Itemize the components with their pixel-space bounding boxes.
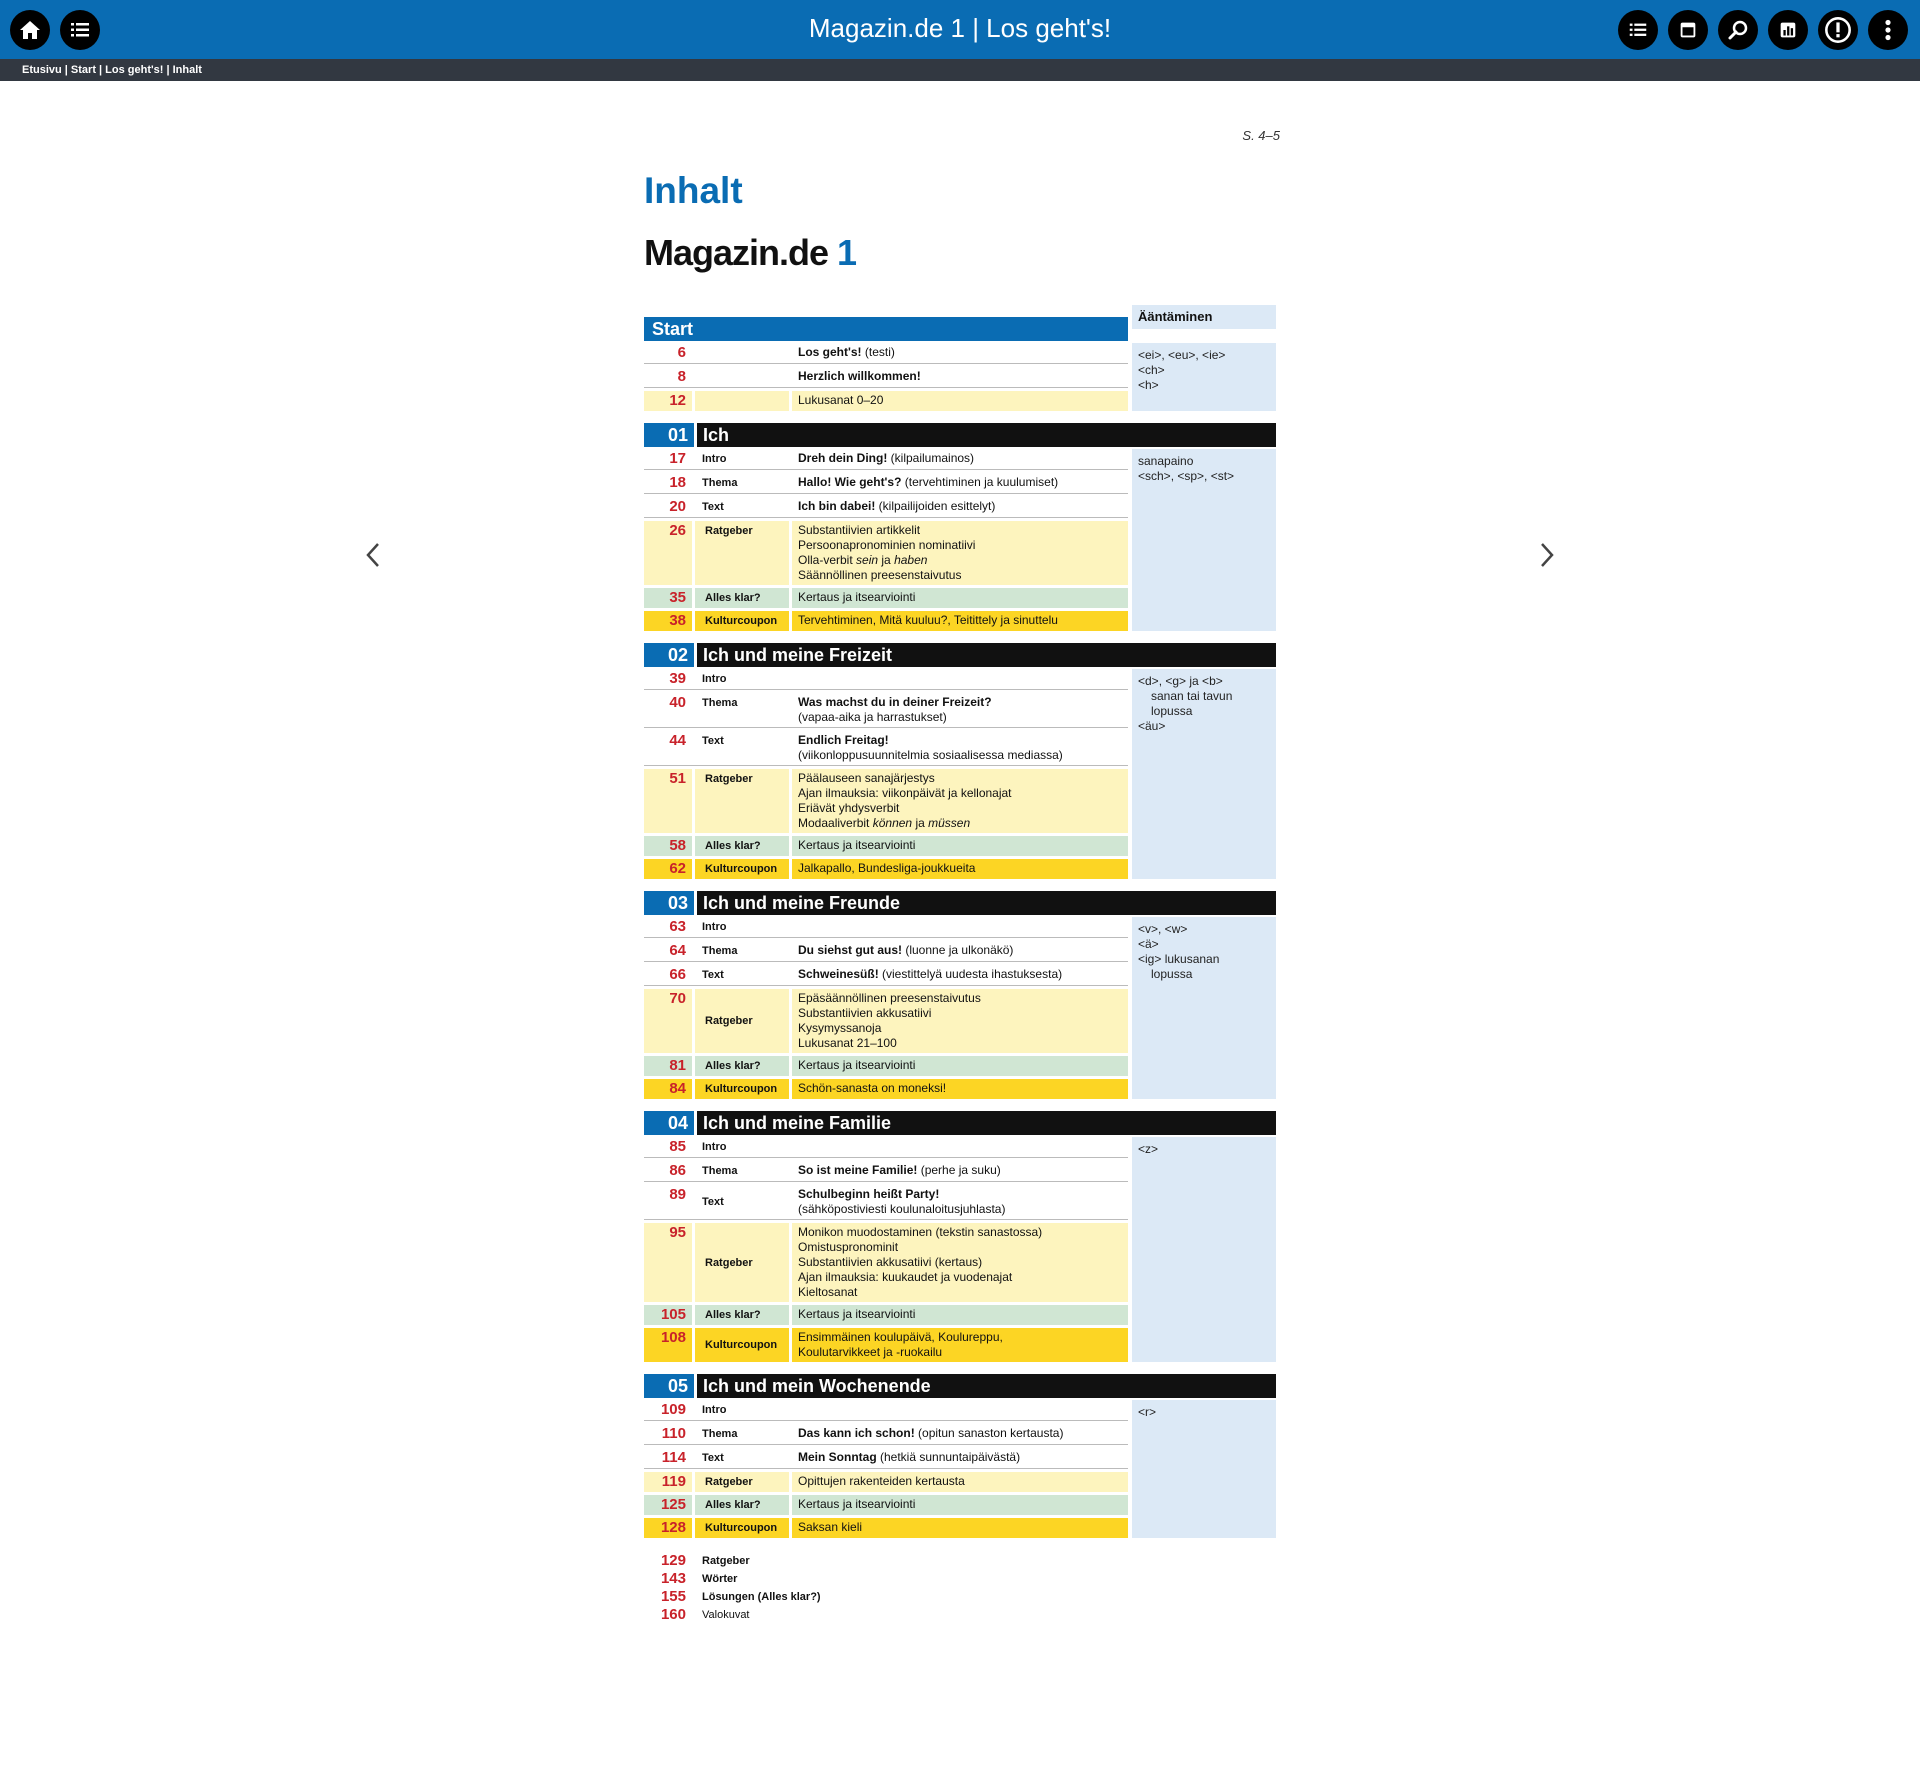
pronunciation-line: <ei>, <eu>, <ie> <box>1138 348 1226 362</box>
text-line <box>798 943 1128 958</box>
text-line: Lukusanat 21–100 <box>798 1036 897 1050</box>
row-text <box>792 391 1128 411</box>
section-number: 05 <box>644 1374 694 1398</box>
window-button[interactable] <box>1668 10 1708 50</box>
row-text <box>792 731 1128 765</box>
toc-row[interactable] <box>644 917 1128 938</box>
toc-row[interactable] <box>644 521 1128 585</box>
pronunciation-line: lopussa <box>1151 967 1193 981</box>
search-button[interactable] <box>1718 10 1758 50</box>
text-line: Päälauseen sanajärjestys <box>798 771 935 785</box>
text-line: Ajan ilmauksia: kuukaudet ja vuodenajat <box>798 1270 1013 1284</box>
row-subtitle: (hetkiä sunnuntaipäivästä) <box>876 1450 1021 1464</box>
text-line: Tervehtiminen, Mitä kuuluu?, Teitittely ja sinuttelu <box>798 613 1058 627</box>
page-number: 155 <box>660 1588 686 1605</box>
text-line <box>798 1450 1128 1465</box>
search-icon <box>1726 18 1750 42</box>
page-number: 129 <box>660 1552 686 1569</box>
toc-row[interactable] <box>644 1495 1128 1515</box>
toc-row[interactable] <box>644 859 1128 879</box>
toc-row[interactable] <box>644 1448 1128 1469</box>
text-line <box>798 499 1128 514</box>
page-number: 105 <box>644 1305 692 1325</box>
row-text <box>792 588 1128 608</box>
section-start <box>644 343 1276 411</box>
row-label: Intro <box>702 673 727 685</box>
feedback-button[interactable] <box>1818 10 1858 50</box>
toc-row[interactable] <box>644 473 1128 494</box>
window-icon <box>1677 19 1699 41</box>
row-subtitle: (testi) <box>861 345 895 359</box>
appendix-row[interactable] <box>644 1570 1276 1588</box>
book-name: Magazin.de <box>644 232 829 273</box>
toc-row[interactable] <box>644 669 1128 690</box>
row-text <box>792 965 1128 985</box>
page-number: 40 <box>669 694 686 711</box>
text-line: Schön-sanasta on moneksi! <box>798 1081 947 1095</box>
chevron-left-icon <box>365 542 381 568</box>
row-label: Intro <box>702 1404 727 1416</box>
row-title: Du siehst gut aus! <box>798 943 903 957</box>
row-text <box>792 367 1128 387</box>
text-line <box>798 475 1128 490</box>
toc-row[interactable] <box>644 611 1128 631</box>
row-subtitle: (sähköpostiviesti koulunaloitusjuhlasta) <box>798 1202 1006 1216</box>
page-reference: S. 4–5 <box>1242 128 1280 143</box>
top-bar <box>0 0 1920 59</box>
row-label: Text <box>702 501 724 513</box>
section-title: Ich und meine Familie <box>697 1111 1276 1135</box>
text-line: Omistuspronominit <box>798 1240 899 1254</box>
text-line: Substantiivien artikkelit <box>798 523 921 537</box>
page-number: 51 <box>644 769 692 833</box>
row-label: Kulturcoupon <box>692 859 792 879</box>
pronunciation-box <box>1132 449 1276 631</box>
row-label: Text <box>702 1452 724 1464</box>
pronunciation-box <box>1132 669 1276 879</box>
section-number: 02 <box>644 643 694 667</box>
row-title: Mein Sonntag <box>798 1450 877 1464</box>
toc-row[interactable] <box>644 965 1128 986</box>
toc-row[interactable] <box>644 1328 1128 1362</box>
text-line <box>798 369 1128 384</box>
text-line: Kieltosanat <box>798 1285 858 1299</box>
row-text <box>792 343 1128 363</box>
text-line <box>798 451 1128 466</box>
page-number: 125 <box>644 1495 692 1515</box>
row-text <box>792 1448 1128 1468</box>
section-01 <box>644 449 1276 631</box>
section-number: 04 <box>644 1111 694 1135</box>
toc-row[interactable] <box>644 1424 1128 1445</box>
section-title: Ich und meine Freunde <box>697 891 1276 915</box>
text-line: Ajan ilmauksia: viikonpäivät ja kellonajat <box>798 786 1012 800</box>
page-number: 84 <box>644 1079 692 1099</box>
row-label: Ratgeber <box>692 1472 792 1492</box>
pronunciation-line: <r> <box>1138 1405 1157 1419</box>
row-subtitle: (vapaa-aika ja harrastukset) <box>798 710 947 724</box>
text-line: Kertaus ja itsearviointi <box>798 838 916 852</box>
section-title: Ich <box>697 423 1276 447</box>
text-line: Jalkapallo, Bundesliga-joukkueita <box>798 861 976 875</box>
row-label <box>692 367 792 387</box>
page-number: 12 <box>644 391 692 411</box>
row-title: Hallo! Wie geht's? <box>798 475 902 489</box>
row-text <box>792 1056 1128 1076</box>
row-label: Intro <box>702 1141 727 1153</box>
toc-row[interactable] <box>644 1161 1128 1182</box>
toc-button[interactable] <box>1618 10 1658 50</box>
section-header-01 <box>644 423 1276 447</box>
page-number: 35 <box>644 588 692 608</box>
toc-row[interactable] <box>644 367 1128 388</box>
row-label: Alles klar? <box>692 1305 792 1325</box>
page-number: 109 <box>660 1401 686 1418</box>
page-number: 44 <box>669 732 686 749</box>
row-title: Endlich Freitag! <box>798 733 889 747</box>
text-line: Ensimmäinen koulupäivä, Koulureppu, <box>798 1330 1003 1344</box>
page-number: 128 <box>644 1518 692 1538</box>
next-page-button[interactable] <box>1532 535 1562 575</box>
toc-row[interactable] <box>644 1056 1128 1076</box>
row-label: Text <box>702 1196 724 1208</box>
pronunciation-line: <ch> <box>1138 363 1165 377</box>
pronunciation-box <box>1132 1400 1276 1538</box>
row-text <box>792 1079 1128 1099</box>
text-line: Opittujen rakenteiden kertausta <box>798 1474 965 1488</box>
toc-row[interactable] <box>644 1400 1128 1421</box>
section-number: 01 <box>644 423 694 447</box>
pronunciation-line: <ig> lukusanan <box>1138 952 1220 966</box>
row-title: Was machst du in deiner Freizeit? <box>798 695 992 709</box>
row-text <box>792 836 1128 856</box>
section-rows <box>644 449 1128 631</box>
row-subtitle: (viestittelyä uudesta ihastuksesta) <box>878 967 1063 981</box>
page-number: 63 <box>669 918 686 935</box>
row-text <box>792 473 1128 493</box>
toc-row[interactable] <box>644 989 1128 1053</box>
previous-page-button[interactable] <box>358 535 388 575</box>
more-vertical-icon <box>1876 18 1900 42</box>
row-text <box>792 941 1128 961</box>
row-subtitle: (viikonloppusuunnitelmia sosiaalisessa mediassa) <box>798 748 1063 762</box>
book-title <box>644 232 856 274</box>
pronunciation-line: <h> <box>1138 378 1159 392</box>
page-number: 17 <box>669 450 686 467</box>
section-rows <box>644 1137 1128 1362</box>
text-line: Modaaliverbit können ja müssen <box>798 816 971 830</box>
row-text <box>792 1518 1128 1538</box>
page-number: 110 <box>661 1425 686 1442</box>
toc-row[interactable] <box>644 588 1128 608</box>
toc-row[interactable] <box>644 1472 1128 1492</box>
page-number: 114 <box>661 1449 686 1466</box>
section-02 <box>644 669 1276 879</box>
row-label: Thema <box>702 1165 738 1177</box>
toc-row[interactable] <box>644 1518 1128 1538</box>
row-label: Alles klar? <box>692 588 792 608</box>
text-line: Substantiivien akkusatiivi (kertaus) <box>798 1255 983 1269</box>
row-label: Thema <box>702 1428 738 1440</box>
page-number: 64 <box>669 942 686 959</box>
row-label: Ratgeber <box>692 769 792 833</box>
row-subtitle: (tervehtiminen ja kuulumiset) <box>901 475 1059 489</box>
page-number: 20 <box>669 498 686 515</box>
text-line <box>798 733 1128 748</box>
text-line: Monikon muodostaminen (tekstin sanastossa) <box>798 1225 1043 1239</box>
row-text <box>792 1185 1128 1219</box>
pronunciation-line: <z> <box>1138 1142 1159 1156</box>
row-subtitle: (kilpailumainos) <box>887 451 975 465</box>
row-title: So ist meine Familie! <box>798 1163 918 1177</box>
appendix-list <box>644 1552 1276 1624</box>
appendix-row[interactable] <box>644 1588 1276 1606</box>
chevron-right-icon <box>1539 542 1555 568</box>
pronunciation-header: Ääntäminen <box>1132 305 1276 329</box>
pronunciation-line: sanapaino <box>1138 454 1194 468</box>
row-label: Alles klar? <box>692 1056 792 1076</box>
toc-row[interactable] <box>644 836 1128 856</box>
row-label: Thema <box>702 697 738 709</box>
pronunciation-line: <sch>, <sp>, <st> <box>1138 469 1235 483</box>
toc-row[interactable] <box>644 731 1128 766</box>
row-title: Herzlich willkommen! <box>798 369 921 383</box>
row-text <box>792 1328 1128 1362</box>
appendix-label: Wörter <box>702 1573 738 1585</box>
page-number: 86 <box>669 1162 686 1179</box>
page-number: 18 <box>669 474 686 491</box>
text-line <box>798 1187 1128 1202</box>
row-label: Intro <box>702 921 727 933</box>
text-line: Substantiivien akkusatiivi <box>798 1006 932 1020</box>
page-number: 62 <box>644 859 692 879</box>
section-title: Start <box>644 317 1128 341</box>
breadcrumb[interactable]: Etusivu | Start | Los geht's! | Inhalt <box>22 64 202 76</box>
row-subtitle: (luonne ja ulkonäkö) <box>902 943 1014 957</box>
pronunciation-line: <äu> <box>1138 719 1166 733</box>
row-text <box>792 1472 1128 1492</box>
text-line: Kertaus ja itsearviointi <box>798 1307 916 1321</box>
toc-row[interactable] <box>644 497 1128 518</box>
pronunciation-line: <ä> <box>1138 937 1159 951</box>
section-05 <box>644 1400 1276 1538</box>
statistics-button[interactable] <box>1768 10 1808 50</box>
appendix-label: Valokuvat <box>702 1609 750 1621</box>
section-header-04 <box>644 1111 1276 1135</box>
more-button[interactable] <box>1868 10 1908 50</box>
chart-icon <box>1777 19 1799 41</box>
row-subtitle: (perhe ja suku) <box>917 1163 1001 1177</box>
row-text <box>792 1305 1128 1325</box>
row-title: Los geht's! <box>798 345 862 359</box>
row-label: Alles klar? <box>692 1495 792 1515</box>
row-text <box>792 1137 1128 1157</box>
row-title: Das kann ich schon! <box>798 1426 915 1440</box>
row-text <box>792 497 1128 517</box>
page-number: 81 <box>644 1056 692 1076</box>
text-line: Persoonapronominien nominatiivi <box>798 538 976 552</box>
section-04 <box>644 1137 1276 1362</box>
row-text <box>792 611 1128 631</box>
section-header-02 <box>644 643 1276 667</box>
row-title: Schulbeginn heißt Party! <box>798 1187 940 1201</box>
pronunciation-line: <d>, <g> ja <b> <box>1138 674 1223 688</box>
row-label: Ratgeber <box>692 1223 792 1302</box>
section-title: Ich und meine Freizeit <box>697 643 1276 667</box>
toc-row[interactable] <box>644 449 1128 470</box>
row-text <box>792 1223 1128 1302</box>
row-label: Ratgeber <box>692 521 792 585</box>
toc-row[interactable] <box>644 941 1128 962</box>
page-number: 6 <box>677 344 686 361</box>
row-text <box>792 449 1128 469</box>
row-text <box>792 1424 1128 1444</box>
page-number: 160 <box>660 1606 686 1623</box>
section-rows <box>644 669 1128 879</box>
row-subtitle: (opitun sanaston kertausta) <box>914 1426 1064 1440</box>
row-text <box>792 669 1128 689</box>
page-number: 39 <box>669 670 686 687</box>
row-text <box>792 1400 1128 1420</box>
row-label <box>692 343 792 363</box>
row-title: Schweinesüß! <box>798 967 879 981</box>
text-line: Olla-verbit sein ja haben <box>798 553 928 567</box>
appendix-row[interactable] <box>644 1606 1276 1624</box>
page-number: 95 <box>644 1223 692 1302</box>
toc-row[interactable] <box>644 693 1128 728</box>
row-label: Kulturcoupon <box>692 1079 792 1099</box>
text-line: Kysymyssanoja <box>798 1021 882 1035</box>
section-rows <box>644 1400 1128 1538</box>
row-text <box>792 769 1128 833</box>
section-number: 03 <box>644 891 694 915</box>
section-rows <box>644 917 1128 1099</box>
text-line <box>798 1426 1128 1441</box>
text-line: Kertaus ja itsearviointi <box>798 1497 916 1511</box>
text-line <box>798 345 1128 360</box>
toc-row[interactable] <box>644 1223 1128 1302</box>
row-label: Thema <box>702 477 738 489</box>
row-label: Kulturcoupon <box>692 1518 792 1538</box>
page-number: 108 <box>644 1328 692 1362</box>
appendix-label: Ratgeber <box>702 1555 750 1567</box>
toc-row[interactable] <box>644 1305 1128 1325</box>
row-label: Alles klar? <box>692 836 792 856</box>
text-line: Kertaus ja itsearviointi <box>798 590 916 604</box>
section-header-start <box>644 317 1128 341</box>
text-line: Saksan kieli <box>798 1520 863 1534</box>
text-line: Epäsäännöllinen preesenstaivutus <box>798 991 981 1005</box>
page-number: 143 <box>660 1570 686 1587</box>
appendix-row[interactable] <box>644 1552 1276 1570</box>
row-label <box>692 391 792 411</box>
pronunciation-line: sanan tai tavun <box>1151 689 1233 703</box>
row-label: Thema <box>702 945 738 957</box>
row-label: Kulturcoupon <box>692 1328 792 1362</box>
toc-row[interactable] <box>644 391 1128 411</box>
toc-row[interactable] <box>644 769 1128 833</box>
page-number: 26 <box>644 521 692 585</box>
row-text <box>792 1495 1128 1515</box>
pronunciation-line: <v>, <w> <box>1138 922 1188 936</box>
app-title: Magazin.de 1 | Los geht's! <box>808 13 1112 43</box>
section-title: Ich und mein Wochenende <box>697 1374 1276 1398</box>
section-03 <box>644 917 1276 1099</box>
row-label: Text <box>702 735 724 747</box>
text-line <box>798 1163 1128 1178</box>
row-label: Ratgeber <box>692 989 792 1053</box>
row-text <box>792 917 1128 937</box>
page-number: 85 <box>669 1138 686 1155</box>
page-number: 119 <box>644 1472 692 1492</box>
section-rows <box>644 343 1128 411</box>
text-line <box>798 695 1128 710</box>
toc-row[interactable] <box>644 343 1128 364</box>
list-icon <box>1627 19 1649 41</box>
page-number: 89 <box>669 1186 686 1203</box>
row-title: Ich bin dabei! <box>798 499 876 513</box>
appendix-label: Lösungen (Alles klar?) <box>702 1591 821 1603</box>
text-line: Kertaus ja itsearviointi <box>798 1058 916 1072</box>
row-title: Dreh dein Ding! <box>798 451 888 465</box>
row-text <box>792 989 1128 1053</box>
text-line: Koulutarvikkeet ja -ruokailu <box>798 1345 943 1359</box>
alert-icon <box>1824 16 1852 44</box>
row-text <box>792 521 1128 585</box>
table-of-contents <box>644 305 1276 1624</box>
page-title: Inhalt <box>644 170 743 211</box>
page-number: 70 <box>644 989 692 1053</box>
pronunciation-box <box>1132 343 1276 411</box>
row-label: Kulturcoupon <box>692 611 792 631</box>
row-label: Intro <box>702 453 727 465</box>
page-number: 38 <box>644 611 692 631</box>
section-header-05 <box>644 1374 1276 1398</box>
section-header-03 <box>644 891 1276 915</box>
toc-row[interactable] <box>644 1185 1128 1220</box>
page-number: 58 <box>644 836 692 856</box>
page-number: 66 <box>669 966 686 983</box>
row-text <box>792 693 1128 727</box>
text-line: Lukusanat 0–20 <box>798 393 884 407</box>
text-line: Säännöllinen preesenstaivutus <box>798 568 962 582</box>
text-line <box>798 967 1128 982</box>
breadcrumb-bar <box>0 59 1920 81</box>
row-subtitle: (kilpailijoiden esittelyt) <box>875 499 996 513</box>
row-text <box>792 1161 1128 1181</box>
text-line: Eriävät yhdysverbit <box>798 801 900 815</box>
toc-row[interactable] <box>644 1137 1128 1158</box>
pronunciation-box <box>1132 917 1276 1099</box>
row-label: Text <box>702 969 724 981</box>
book-number: 1 <box>837 232 857 273</box>
pronunciation-line: lopussa <box>1151 704 1193 718</box>
pronunciation-box <box>1132 1137 1276 1362</box>
toc-row[interactable] <box>644 1079 1128 1099</box>
page-number: 8 <box>677 368 686 385</box>
row-text <box>792 859 1128 879</box>
